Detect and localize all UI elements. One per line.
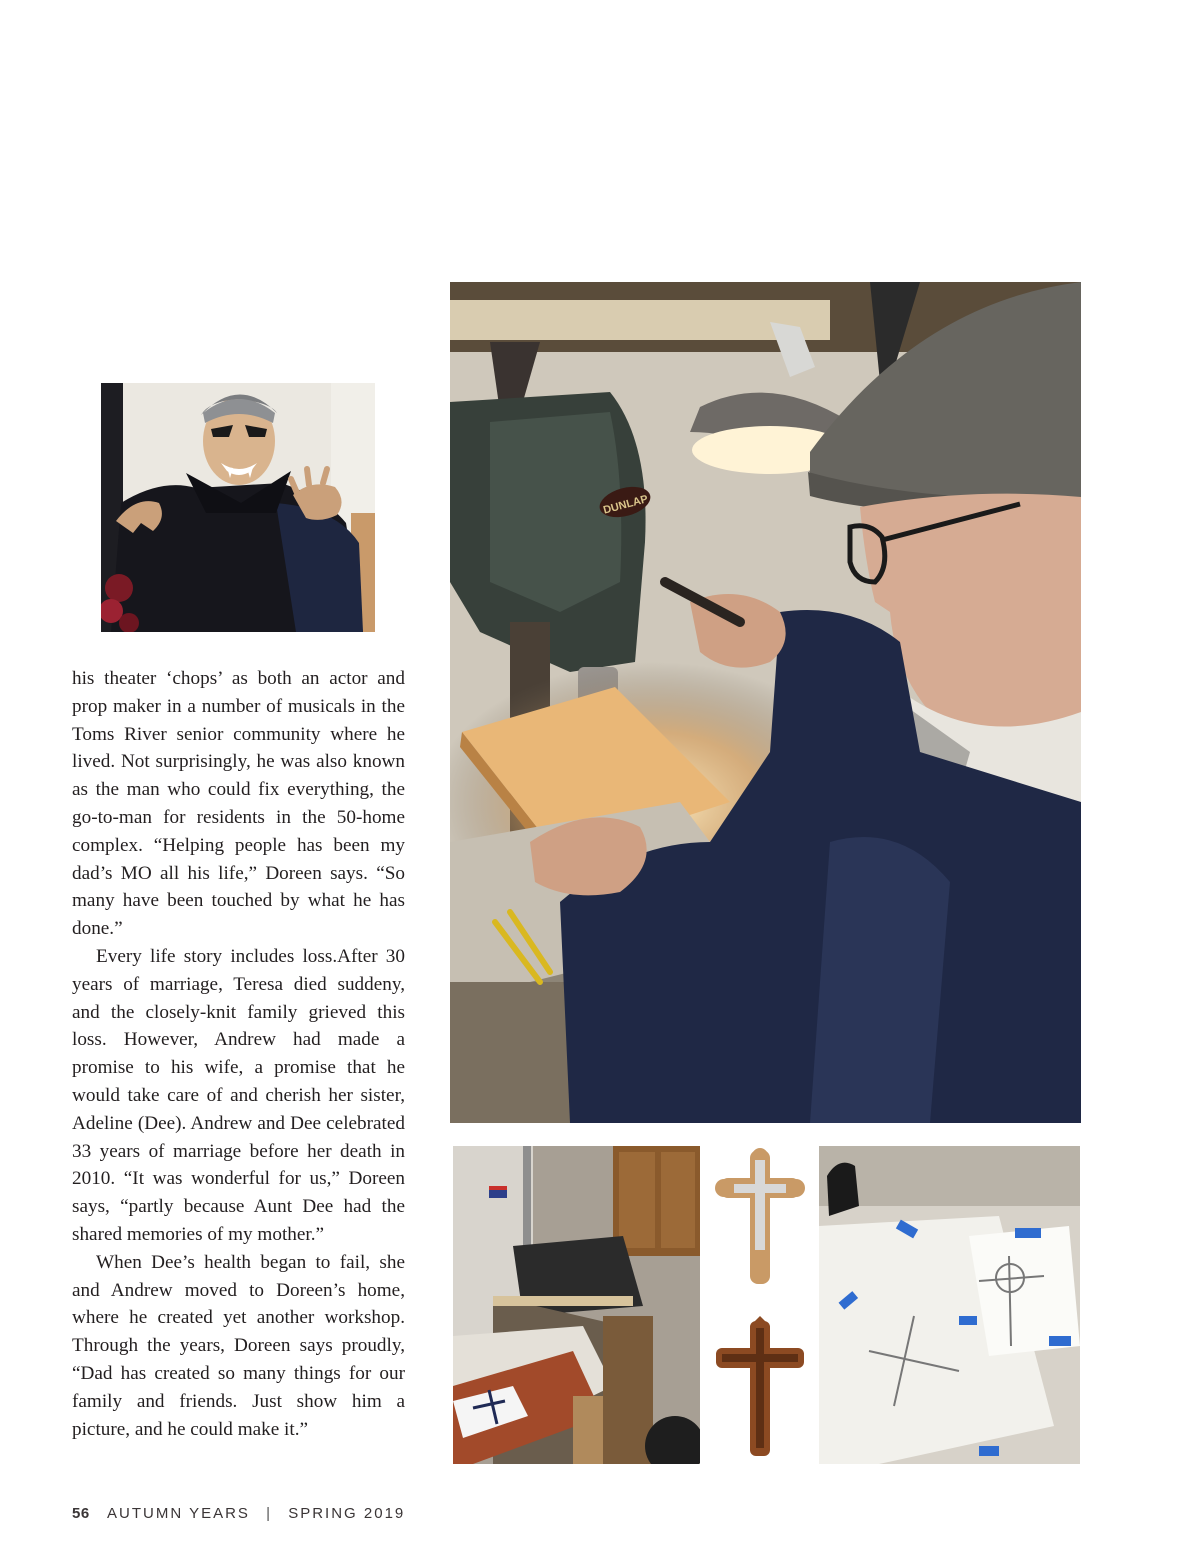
drill-brand-label: DUNLAP [602,493,650,517]
article-paragraph: his theater ‘chops’ as both an actor and prop maker in a number of musicals in the Toms River senior community where he lived. Not surprisingly, he was also known as the man who could fix everything, the go-to-man for residents in the 50-home complex. “Helping people has been my dad’s MO all his life,” Doreen says. “So many have been touched by what he has done.” [72,668,405,940]
crosses-photo [712,1146,808,1464]
article-paragraph: Every life story includes loss.After 30 years of marriage, Teresa died suddeny, and the closely-knit family grieved this loss. However, Andrew had made a promise to his wife, a promise that he would take care of and cherish her sister, Adeline (Dee). Andrew and Dee celebrated 33 years of marriage before her death in 2010. “It was wonderful for us,” Doreen says, “partly because Aunt Dee had the shared memories of my mother.” [72,945,405,1245]
issue-label: SPRING 2019 [288,1505,406,1522]
workshop-photo-image [453,1146,700,1464]
workshop-photo [453,1146,700,1464]
publication-name: AUTUMN YEARS [107,1505,250,1522]
costume-photo-image [101,383,375,632]
page-number: 56 [72,1505,90,1522]
crosses-photo-image [712,1146,808,1464]
page-footer [72,1505,405,1527]
article-paragraph: When Dee’s health began to fail, she and Andrew moved to Doreen’s home, where he created yet another workshop. Through the years, Doreen says proudly, “Dad has created so many things for our family and friends. Just show him a picture, and he could make it.” [72,1251,405,1440]
costume-photo [101,383,375,632]
drawings-photo-image [819,1146,1080,1464]
drill-press-photo [450,282,1081,1123]
article-body [72,665,405,1443]
drawings-photo [819,1146,1080,1464]
drill-press-photo-image [450,282,1081,1123]
footer-separator: | [266,1505,273,1522]
